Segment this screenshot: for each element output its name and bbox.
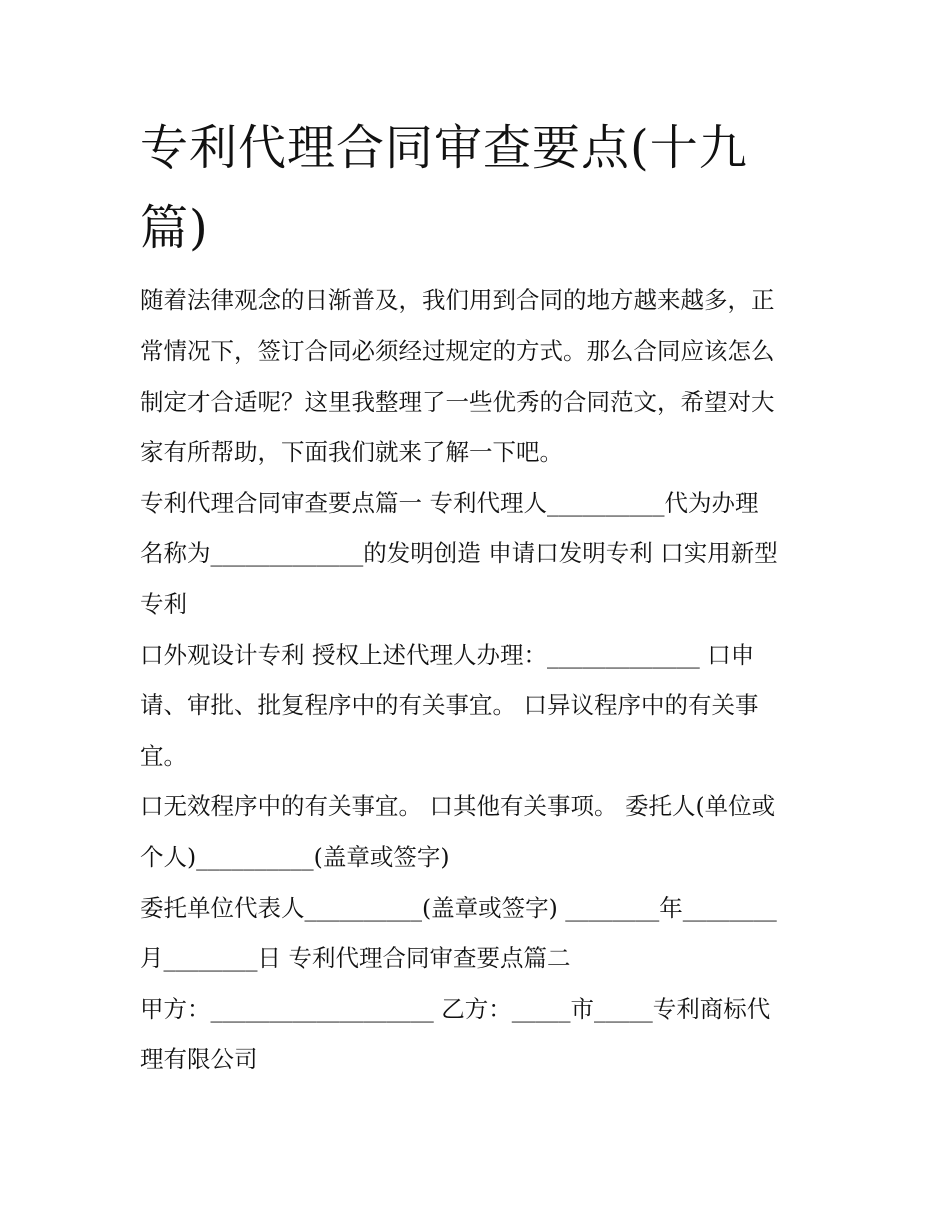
body-line-7: 专利 [140, 590, 187, 618]
body-line-14: 月________日 专利代理合同审查要点篇二 [140, 944, 571, 972]
body-line-10: 宜。 [140, 742, 187, 770]
body-line-4: 家有所帮助，下面我们就来了解一下吧。 [140, 438, 563, 466]
body-line-15: 甲方：___________________ 乙方：_____市_____专利商标代 [140, 995, 771, 1023]
document-title-line-1: 专利代理合同审查要点(十九 [140, 120, 748, 176]
body-line-6: 名称为_____________的发明创造 申请口发明专利 口实用新型 [140, 539, 778, 567]
body-line-9: 请、审批、批复程序中的有关事宜。 口异议程序中的有关事 [140, 691, 759, 719]
document-title-line-2: 篇) [140, 200, 209, 256]
body-line-12: 个人)__________(盖章或签字) [140, 843, 450, 871]
body-line-11: 口无效程序中的有关事宜。 口其他有关事项。 委托人(单位或 [140, 792, 776, 820]
body-line-16: 理有限公司 [140, 1045, 258, 1073]
body-line-3: 制定才合适呢？这里我整理了一些优秀的合同范文，希望对大 [140, 388, 775, 416]
body-line-1: 随着法律观念的日渐普及，我们用到合同的地方越来越多，正 [140, 286, 775, 314]
body-line-13: 委托单位代表人__________(盖章或签字) ________年________ [140, 894, 777, 922]
body-line-8: 口外观设计专利 授权上述代理人办理：_____________ 口申 [140, 641, 755, 669]
body-line-5: 专利代理合同审查要点篇一 专利代理人__________代为办理 [140, 489, 759, 517]
body-line-2: 常情况下，签订合同必须经过规定的方式。那么合同应该怎么 [140, 337, 775, 365]
